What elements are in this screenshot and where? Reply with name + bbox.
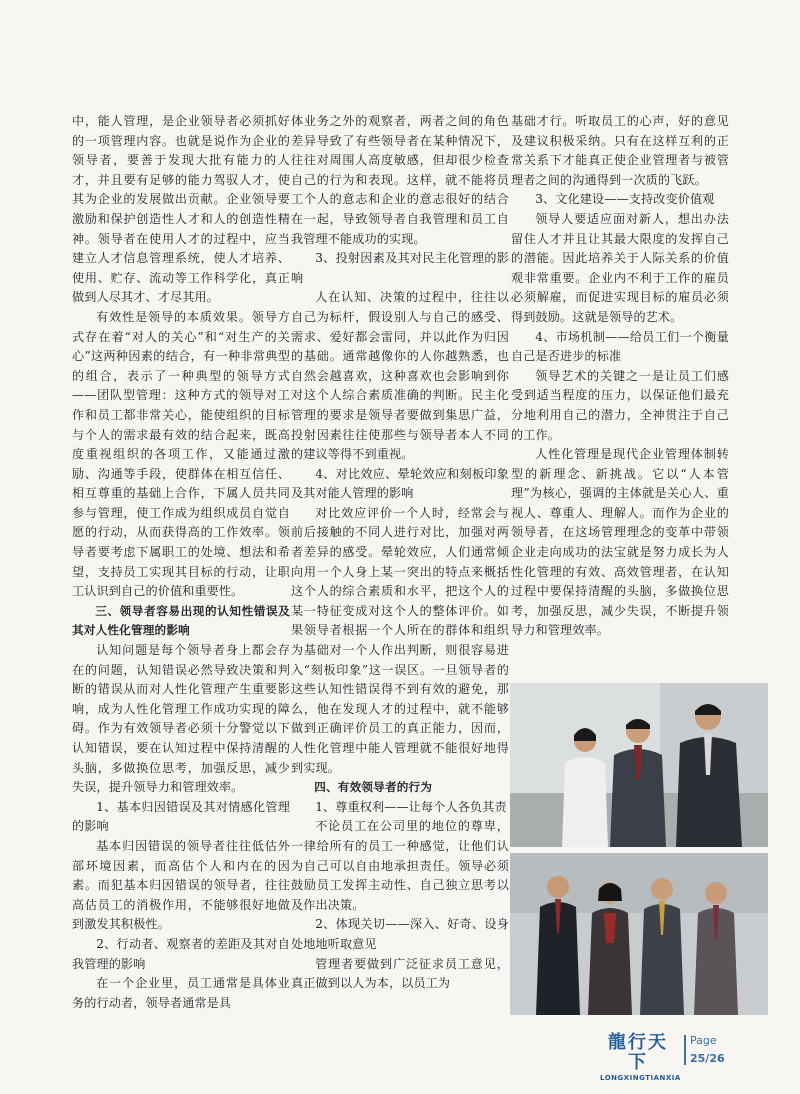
paragraph: 体业务之外的观察者，两者之间的角色差异导致了有些领导者在某种情况下，往往对周围人高度敏感，但却很少检查自己的行为和表现。这样，就不能将员工个人的意志和企业的意志很好的结合在一起，导致领导者自我管理和员工自我管理不能成功的实现。 [291, 114, 509, 246]
article-column-3 [511, 112, 729, 641]
paragraph: 在一个企业里，员工通常是具体业务的行动者，领导者通常是具 [72, 976, 290, 1010]
paragraph: 领导艺术的关键之一是让员工们感受到适当程度的压力，以保证他们最充分地利用自己的潜力，全神贯注于自己的工作。 [511, 368, 729, 442]
paragraph: 人在认知、决策的过程中，往往以自己为标杆，假设别人与自己的感受、需求、爱好都会雷同，并以此作为归因的基础。通常越像你的人你越熟悉，也自然会越喜欢，这种喜欢也会影响到你对这个人综合素质准确的判断。民主化管理的要求是领导者要做到集思广益，投射因素往往使那些与领导者本人不同的建议等得不到重视。 [291, 290, 509, 462]
paragraph: 领导人要适应面对新人，想出办法留住人才并且让其最大限度的发挥自己的潜能。因此培养关于人际关系的价值观非常重要。企业内不利于工作的雇员必须解雇，而促进实现目标的雇员必须得到鼓励。这就是领导的艺术。 [511, 211, 729, 324]
subheading: 2、体现关切——深入、好奇、设身处地地听取意见 [291, 917, 509, 951]
business-team-photo-top [510, 683, 768, 847]
paragraph: 不论员工在公司里的地位的尊卑，一律给所有的员工一种感觉，让他们认为自己可以自由地承担责任。领导必须鼓励员工发挥主动性、自己独立思考以及作出决策。 [291, 819, 509, 912]
footer-divider [684, 1035, 686, 1065]
article-column-2 [291, 112, 509, 994]
logo-chinese-text: 龍行天下 [608, 1032, 668, 1073]
subheading: 1、尊重权利——让每个人各负其责 [315, 799, 507, 814]
business-group-illustration [510, 853, 768, 1015]
page-label: Page [690, 1034, 717, 1047]
subheading: 4、市场机制——给员工们一个衡量自己是否进步的标准 [511, 329, 729, 364]
magazine-logo [600, 1032, 681, 1082]
section-heading-4: 四、有效领导者的行为 [314, 780, 433, 795]
article-column-1 [72, 112, 290, 1013]
business-people-illustration [510, 683, 768, 847]
subheading: 2、行动者、观察者的差距及其对自我管理的影响 [72, 936, 290, 971]
paragraph: 人性化管理是现代企业管理体制转型的新理念、新挑战。它以“人本管理”为核心，强调的主体就是关心人、重视人、尊重人、理解人。而作为企业的领导者，在这场管理理念的变革中带领企业走向成功的法宝就是努力成长为人性化管理的有效、高效管理者，在认知过程中要保持清醒的头脑，多做换位思考，加强反思，减少失误，不断提升领导力和管理效率。 [511, 447, 729, 638]
logo-english-text: LONGXINGTIANXIA [600, 1074, 681, 1082]
subheading: 3、投射因素及其对民主化管理的影响 [291, 251, 509, 285]
subheading: 1、基本归因错误及其对情感化管理的影响 [72, 799, 290, 834]
section-heading-3: 三、领导者容易出现的认知性错误及其对人性化管理的影响 [72, 603, 290, 638]
subheading: 4、对比效应、晕轮效应和刻板印象及其对能人管理的影响 [291, 466, 509, 501]
page-number: 25/26 [690, 1052, 725, 1065]
paragraph: 基础才行。听取员工的心声，好的意见及建议积极采纳。只有在这样互利的正常关系下才能真正使企业管理者与被管理者之间的沟通得到一次质的飞跃。 [511, 114, 729, 187]
paragraph: 有效性是领导的本质效果。领导方式存在着“对人的关心”和“对生产的关心”这两种因素的结合，有一种非常典型的组合，表示了一种典型的领导方式——团队型管理：这种方式的领导对工作和员工都非常关心，能使组织的目标与个人的需求最有效的结合起来，既高度重视组织的各项工作，又能通过激励、沟通等手段，使群体在相互信任、相互尊重的基础上合作，下属人员共同参与管理，使工作成为组织成员自觉自愿的行动，从而获得高的工作效率。领导者要考虑下属职工的处境、想法和希望，支持员工实现其目标的行动，让职工认识到自己的价值和重要性。 [72, 309, 290, 599]
business-team-photo-bottom [510, 853, 768, 1015]
paragraph: 对比效应评价一个人时，经常会与前后接触的不同人进行对比，加强对两者差异的感受。晕轮效应，人们通常倾向用一个人身上某一突出的特点来概括这个人的综合素质和水平，把这个人的某一特征变成对这个人的整体评价。如果领导者根据一个人所在的群体和组织为基础对一个人作出判断，则很容易进入“刻板印象”这一误区。一旦领导者的这些认知性错误得不到有效的避免，那么，他在发现人才的过程中，就不能够做到正确评价员工的真正能力，因而，人性化管理中能人管理就不能很好地得到实现。 [291, 505, 509, 775]
paragraph: 管理者要做到广泛征求员工意见，真正做到以人为本，以员工为 [291, 956, 509, 991]
paragraph: 基本归因错误的领导者往往低估外部环境因素，而高估个人和内在的因素。而犯基本归因错误的领导者，往往高估员工的消极作用，不能够很好地做到激发其积极性。 [72, 838, 290, 932]
subheading: 3、文化建设——支持改变价值观 [535, 192, 715, 207]
paragraph: 中，能人管理，是企业领导者必须抓好的一项管理内容。也就是说作为企业的领导者，要善于发现大批有能力的人才，并且要有足够的能力驾驭人才，使其为企业的发展做出贡献。企业领导要激励和保护创造性人才和人的创造性精神。领导者在使用人才的过程中，应当建立人才信息管理系统，使人才培养、使用、贮存、流动等工作科学化，真正做到人尽其才、才尽其用。 [72, 114, 290, 305]
paragraph: 认知问题是每个领导者身上都会存在的问题，认知错误必然导致决策和判断的错误从而对人性化管理产生重要影响，成为人性化管理工作成功实现的障碍。作为有效领导者必须十分警觉以下认知错误，要在认知过程中保持清醒的头脑，多做换位思考，加强反思，减少失误，提升领导力和管理效率。 [72, 643, 290, 795]
